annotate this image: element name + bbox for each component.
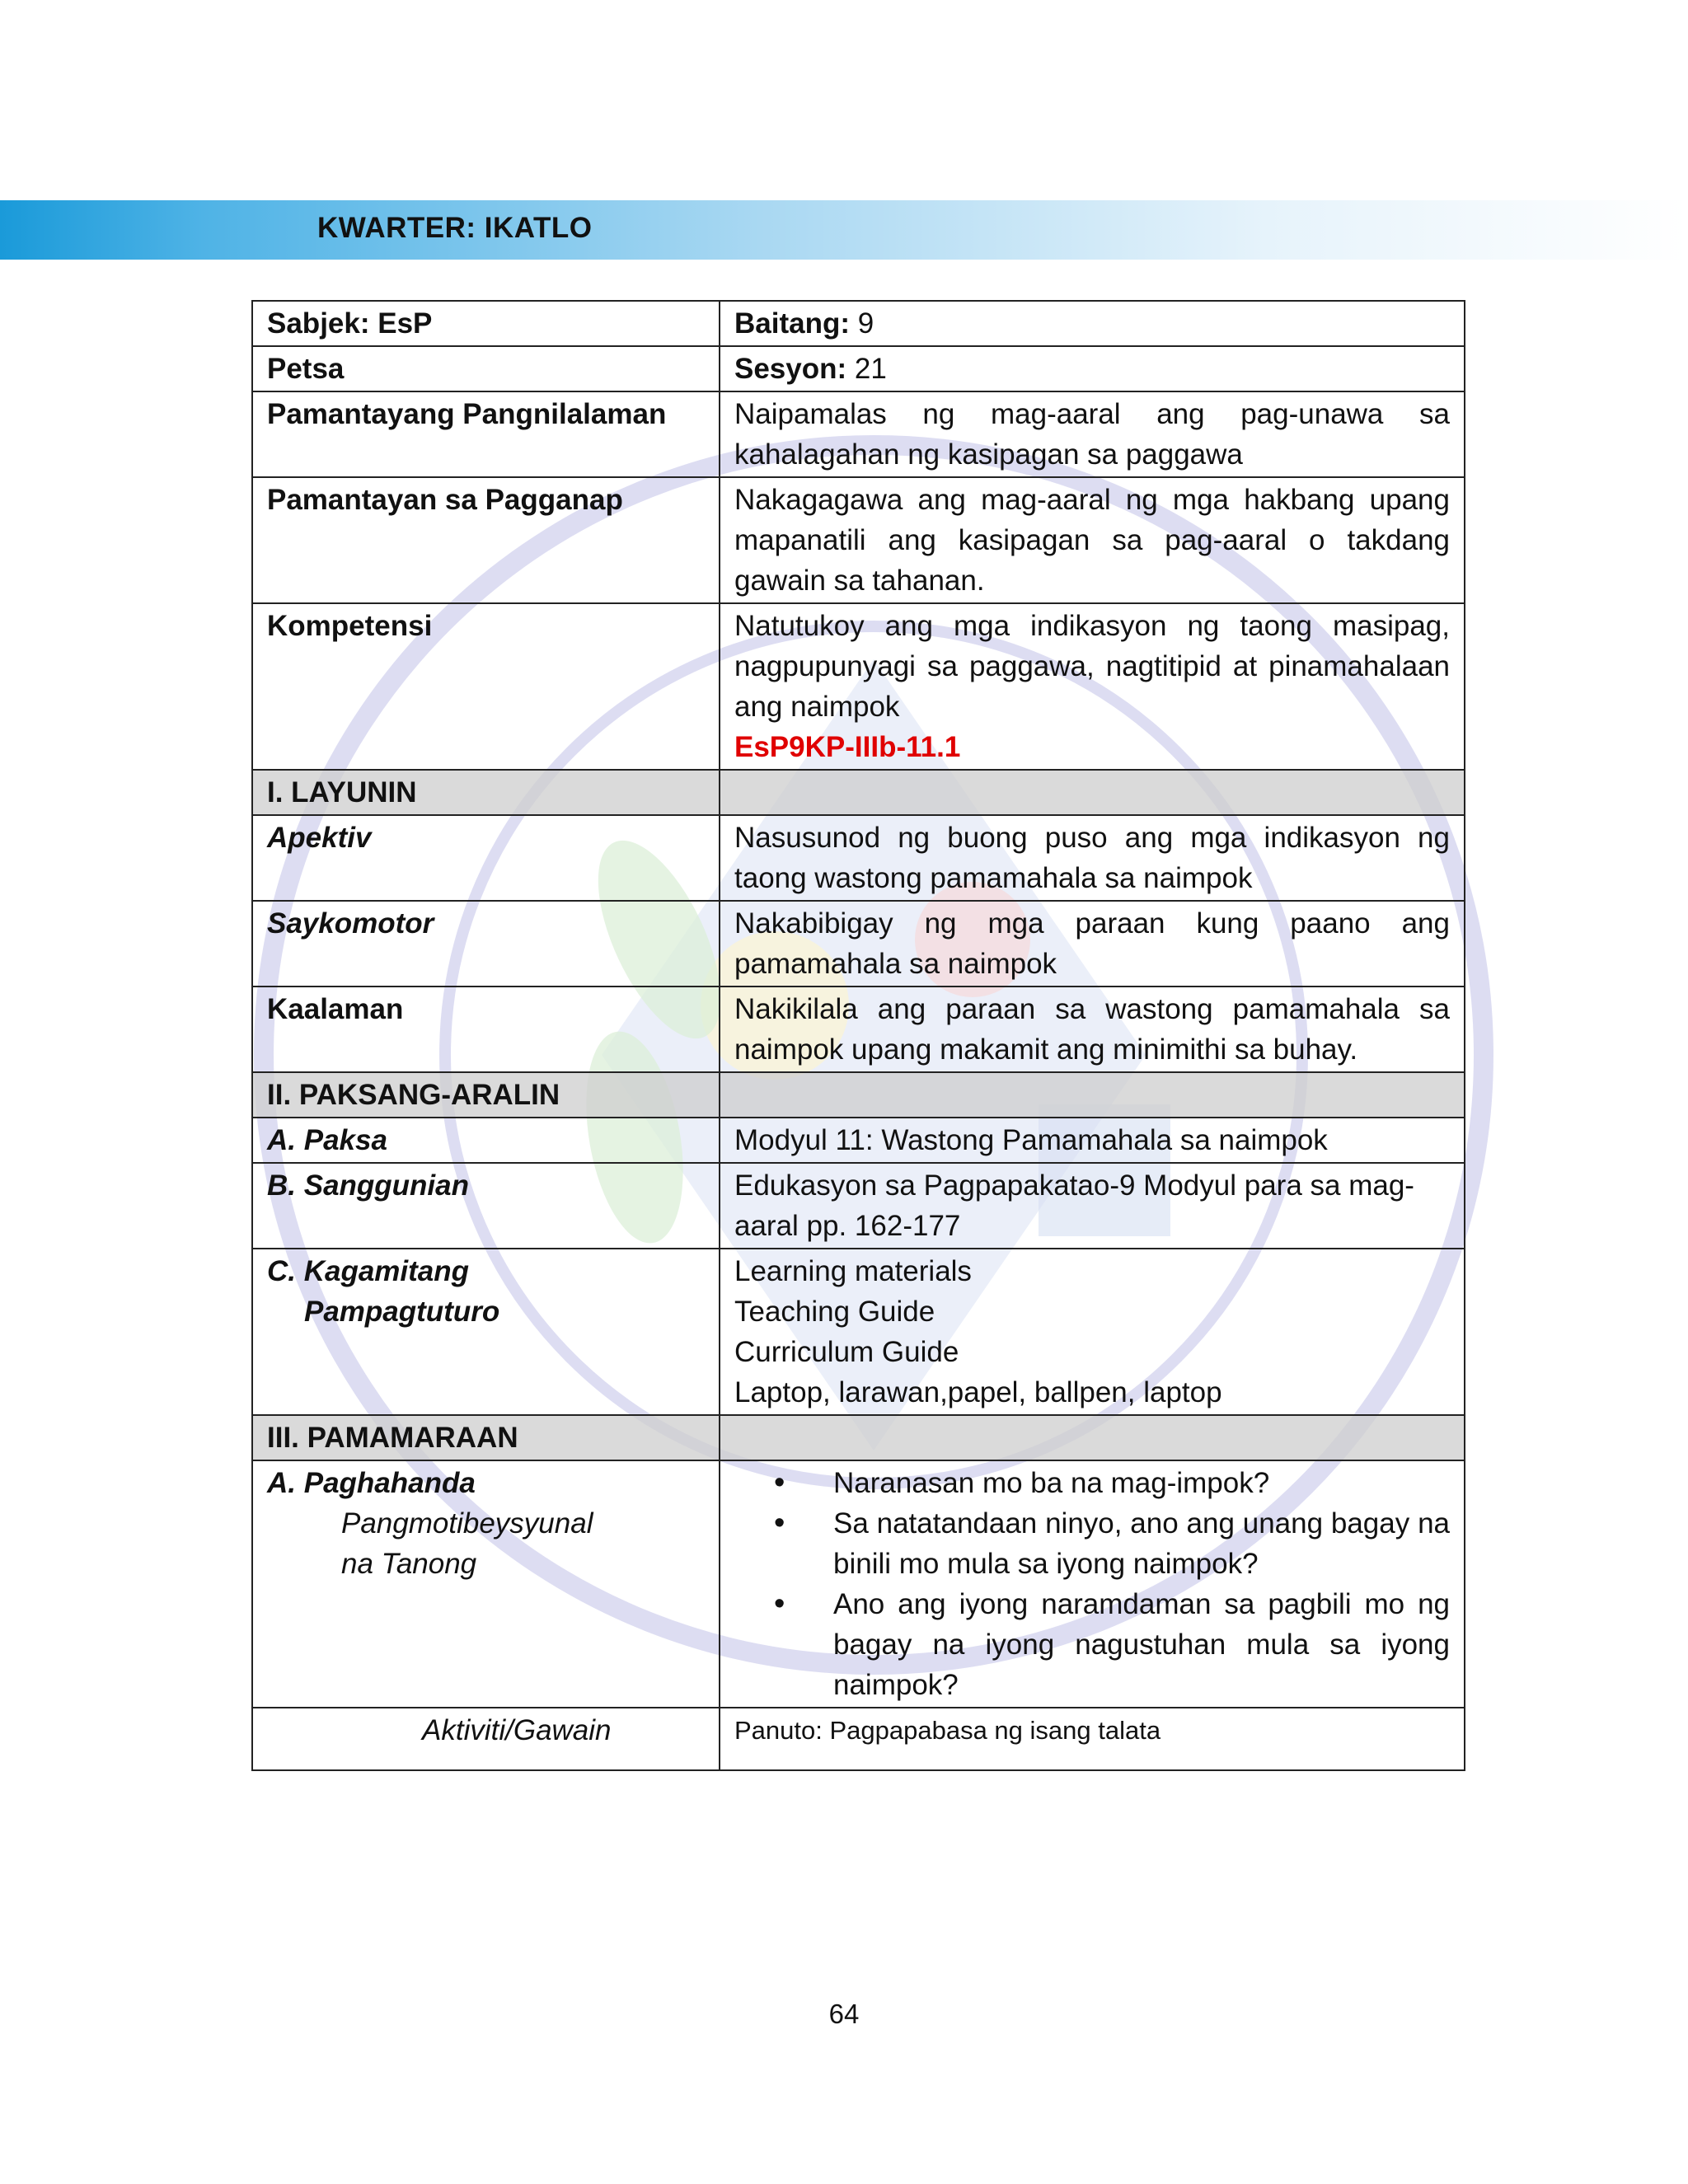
performance-standard: Nakagagawa ang mag-aaral ng mga hakbang upang mapanatili ang kasipagan sa pag-aaral o takdang gawain sa tahanan. <box>720 477 1465 603</box>
paghahanda-label: A. Paghahanda <box>267 1467 476 1499</box>
motivational-questions-list <box>734 1463 1450 1705</box>
saykomotor-label: Saykomotor <box>252 901 720 987</box>
kaalaman-text: Nakikilala ang paraan sa wastong pamamahala sa naimpok upang makamit ang minimithi sa buhay. <box>720 987 1465 1072</box>
table-row <box>252 391 1465 477</box>
subject-label: Sabjek: <box>267 307 370 340</box>
table-row <box>252 477 1465 603</box>
header-band <box>0 200 1688 260</box>
table-row <box>252 346 1465 391</box>
page-number: 64 <box>828 1999 860 2029</box>
table-row <box>252 815 1465 901</box>
competency-label: Kompetensi <box>252 603 720 770</box>
competency-text: Natutukoy ang mga indikasyon ng taong masipag, nagpupunyagi sa paggawa, nagtitipid at pinamahalaan ang naimpok <box>734 610 1450 723</box>
subject-value: EsP <box>377 307 433 340</box>
content-standard: Naipamalas ng mag-aaral ang pag-unawa sa kahalagahan ng kasipagan sa paggawa <box>720 391 1465 477</box>
table-row <box>252 1460 1465 1708</box>
apektiv-label: Apektiv <box>252 815 720 901</box>
table-row <box>252 1415 1465 1460</box>
paksa-text: Modyul 11: Wastong Pamamahala sa naimpok <box>720 1118 1465 1163</box>
kaalaman-label: Kaalaman <box>252 987 720 1072</box>
table-row <box>252 1118 1465 1163</box>
saykomotor-text: Nakabibigay ng mga paraan kung paano ang pamamahala sa naimpok <box>720 901 1465 987</box>
paghahanda-sub-line1: Pangmotibeysyunal <box>341 1507 593 1540</box>
performance-standard-label: Pamantayan sa Pagganap <box>252 477 720 603</box>
session-value: 21 <box>854 353 887 385</box>
competency-code: EsP9KP-IIIb-11.1 <box>734 731 961 763</box>
material-item: Learning materials <box>734 1255 972 1287</box>
sanggunian-label: B. Sanggunian <box>252 1163 720 1249</box>
aktiviti-text: Panuto: Pagpapabasa ng isang talata <box>720 1708 1465 1770</box>
lesson-plan-table <box>251 300 1465 1771</box>
section-pamamaraan-label: III. PAMAMARAAN <box>252 1415 720 1460</box>
table-row <box>252 901 1465 987</box>
list-item: • Sa natatandaan ninyo, ano ang unang bagay na binili mo mula sa iyong naimpok? <box>734 1503 1450 1584</box>
apektiv-text: Nasusunod ng buong puso ang mga indikasyon ng taong wastong pamamahala sa naimpok <box>720 815 1465 901</box>
table-row <box>252 301 1465 346</box>
session-label: Sesyon: <box>734 353 847 385</box>
paghahanda-sub-line2: na Tanong <box>341 1548 477 1580</box>
grade-label: Baitang: <box>734 307 850 340</box>
table-row <box>252 1249 1465 1415</box>
grade-value: 9 <box>857 307 874 340</box>
material-item: Teaching Guide <box>734 1296 935 1328</box>
list-item: • Naranasan mo ba na mag-impok? <box>734 1463 1450 1503</box>
list-item: • Ano ang iyong naramdaman sa pagbili mo ng bagay na iyong nagustuhan mula sa iyong naimpok? <box>734 1584 1450 1705</box>
table-row <box>252 1708 1465 1770</box>
quarter-label: KWARTER: IKATLO <box>317 212 593 244</box>
table-row <box>252 1072 1465 1118</box>
material-item: Curriculum Guide <box>734 1336 959 1368</box>
material-item: Laptop, larawan,papel, ballpen, laptop <box>734 1376 1222 1408</box>
paksa-label: A. Paksa <box>252 1118 720 1163</box>
kagamitan-label-line1: C. Kagamitang <box>267 1255 470 1287</box>
content-standard-label: Pamantayang Pangnilalaman <box>252 391 720 477</box>
aktiviti-label: Aktiviti/Gawain <box>252 1708 720 1770</box>
sanggunian-text: Edukasyon sa Pagpapakatao-9 Modyul para sa mag-aaral pp. 162-177 <box>720 1163 1465 1249</box>
section-layunin-label: I. LAYUNIN <box>252 770 720 815</box>
table-row <box>252 987 1465 1072</box>
table-row <box>252 770 1465 815</box>
section-paksang-aralin-label: II. PAKSANG-ARALIN <box>252 1072 720 1118</box>
date-label: Petsa <box>252 346 720 391</box>
kagamitan-label-line2: Pampagtuturo <box>304 1296 500 1328</box>
table-row <box>252 603 1465 770</box>
table-row <box>252 1163 1465 1249</box>
